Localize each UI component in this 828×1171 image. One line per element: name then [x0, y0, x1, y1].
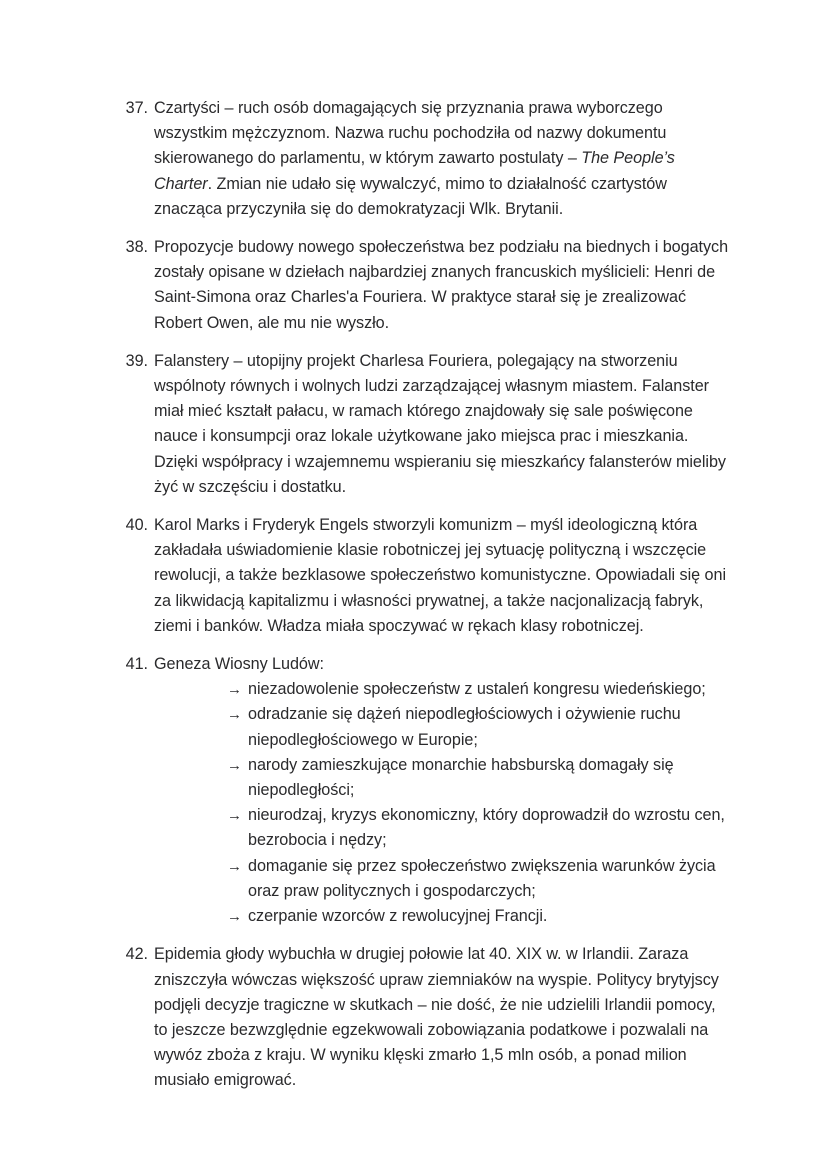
- note-text-run: Karol Marks i Fryderyk Engels stworzyli komunizm – myśl ideologiczną która zakładała uświadomienie klasie robotniczej jej sytuację polityczną i wszczęcie rewolucji, a także bezklasowe społeczeństwo komunistyczne. Opowiadali się oni za likwidacją kapitalizmu i własności prywatnej, a także nacjonalizacją fabryk, ziemi i banków. Władza miała spoczywać w rękach klasy robotniczej.: [154, 516, 726, 635]
- note-text-run: Epidemia głody wybuchła w drugiej połowie lat 40. XIX w. w Irlandii. Zaraza zniszczyła wówczas większość upraw ziemniaków na wyspie. Politycy brytyjscy podjęli decyzje tragiczne w skutkach – nie dość, że nie udzielili Irlandii pomocy, to jeszcze bezwzględnie egzekwowali zobowiązania podatkowe i pozwalali na wywóz zboża z kraju. W wyniku klęski zmarło 1,5 mln osób, a ponad milion musiało emigrować.: [154, 945, 719, 1090]
- note-item: [118, 652, 732, 929]
- arrow-bullet-label: odradzanie się dążeń niepodległościowych i ożywienie ruchu niepodległościowego w Europie;: [248, 705, 681, 749]
- arrow-bullet-item: [227, 803, 732, 853]
- note-text-italic: The People’s Charter: [154, 149, 675, 193]
- note-item: [118, 942, 732, 1093]
- note-text: [154, 652, 732, 677]
- note-number: 39.: [125, 351, 148, 370]
- note-number: 37.: [125, 99, 148, 117]
- note-text: [154, 942, 732, 1093]
- note-text-run: Propozycje budowy nowego społeczeństwa bez podziału na biednych i bogatych zostały opisane w dziełach najbardziej znanych francuskich myślicieli: Henri de Saint-Simona oraz Charles'a Fouriera. W praktyce starał się je zrealizować Robert Owen, ale mu nie wyszło.: [154, 238, 729, 332]
- arrow-right-icon: →: [227, 807, 242, 825]
- arrow-right-icon: →: [227, 857, 242, 875]
- arrow-bullet-label: narody zamieszkujące monarchie habsburską domagały się niepodległości;: [248, 755, 674, 800]
- note-item: [118, 96, 732, 222]
- note-item: [118, 513, 732, 639]
- arrow-bullet-item: [227, 904, 732, 929]
- arrow-right-icon: →: [227, 706, 242, 724]
- arrow-right-icon: →: [227, 681, 242, 699]
- arrow-bullet-item: [227, 702, 732, 752]
- arrow-bullet-item: [227, 677, 732, 702]
- note-item: [118, 235, 732, 336]
- note-number: 42.: [125, 945, 148, 964]
- arrow-bullet-label: niezadowolenie społeczeństw z ustaleń kongresu wiedeńskiego;: [248, 680, 706, 699]
- note-text-run: Czartyści – ruch osób domagających się przyznania prawa wyborczego wszystkim mężczyznom. Nazwa ruchu pochodziła od nazwy dokumentu skierowanego do parlamentu, w którym zawarto postulaty –: [154, 99, 667, 168]
- arrow-bullet-list: [154, 677, 732, 929]
- note-text-run: Falanstery – utopijny projekt Charlesa Fouriera, polegający na stworzeniu wspólnoty równych i wolnych ludzi zarządzającej własnym miastem. Falanster miał mieć kształt pałacu, w ramach którego znajdowały się sale poświęcone nauce i konsumpcji oraz lokale użytkowane jako miejsca prac i mieszkania. Dzięki współpracy i wzajemnemu wspieraniu się mieszkańcy falansterów mieliby żyć w szczęściu i dostatku.: [154, 351, 726, 496]
- note-number: 41.: [125, 655, 148, 674]
- note-text-run: . Zmian nie udało się wywalczyć, mimo to działalność czartystów znacząca przyczyniła się do demokratyzacji Wlk. Brytanii.: [154, 174, 667, 218]
- note-text: [154, 235, 732, 336]
- note-number: 38.: [125, 238, 148, 257]
- arrow-right-icon: →: [227, 908, 242, 926]
- note-text-run: Geneza Wiosny Ludów:: [154, 655, 324, 674]
- arrow-bullet-label: domaganie się przez społeczeństwo zwiększenia warunków życia oraz praw politycznych i gospodarczych;: [248, 856, 716, 900]
- arrow-bullet-label: czerpanie wzorców z rewolucyjnej Francji.: [248, 907, 548, 926]
- arrow-bullet-item: [227, 854, 732, 904]
- arrow-bullet-label: nieurodzaj, kryzys ekonomiczny, który doprowadził do wzrostu cen, bezrobocia i nędzy;: [248, 806, 725, 850]
- note-text: [154, 349, 732, 500]
- note-text: [154, 513, 732, 639]
- numbered-note-list: [118, 96, 732, 1094]
- arrow-bullet-item: [227, 753, 732, 803]
- note-item: [118, 349, 732, 500]
- note-number: 40.: [125, 516, 148, 535]
- arrow-right-icon: →: [227, 756, 242, 774]
- note-text: [154, 96, 732, 222]
